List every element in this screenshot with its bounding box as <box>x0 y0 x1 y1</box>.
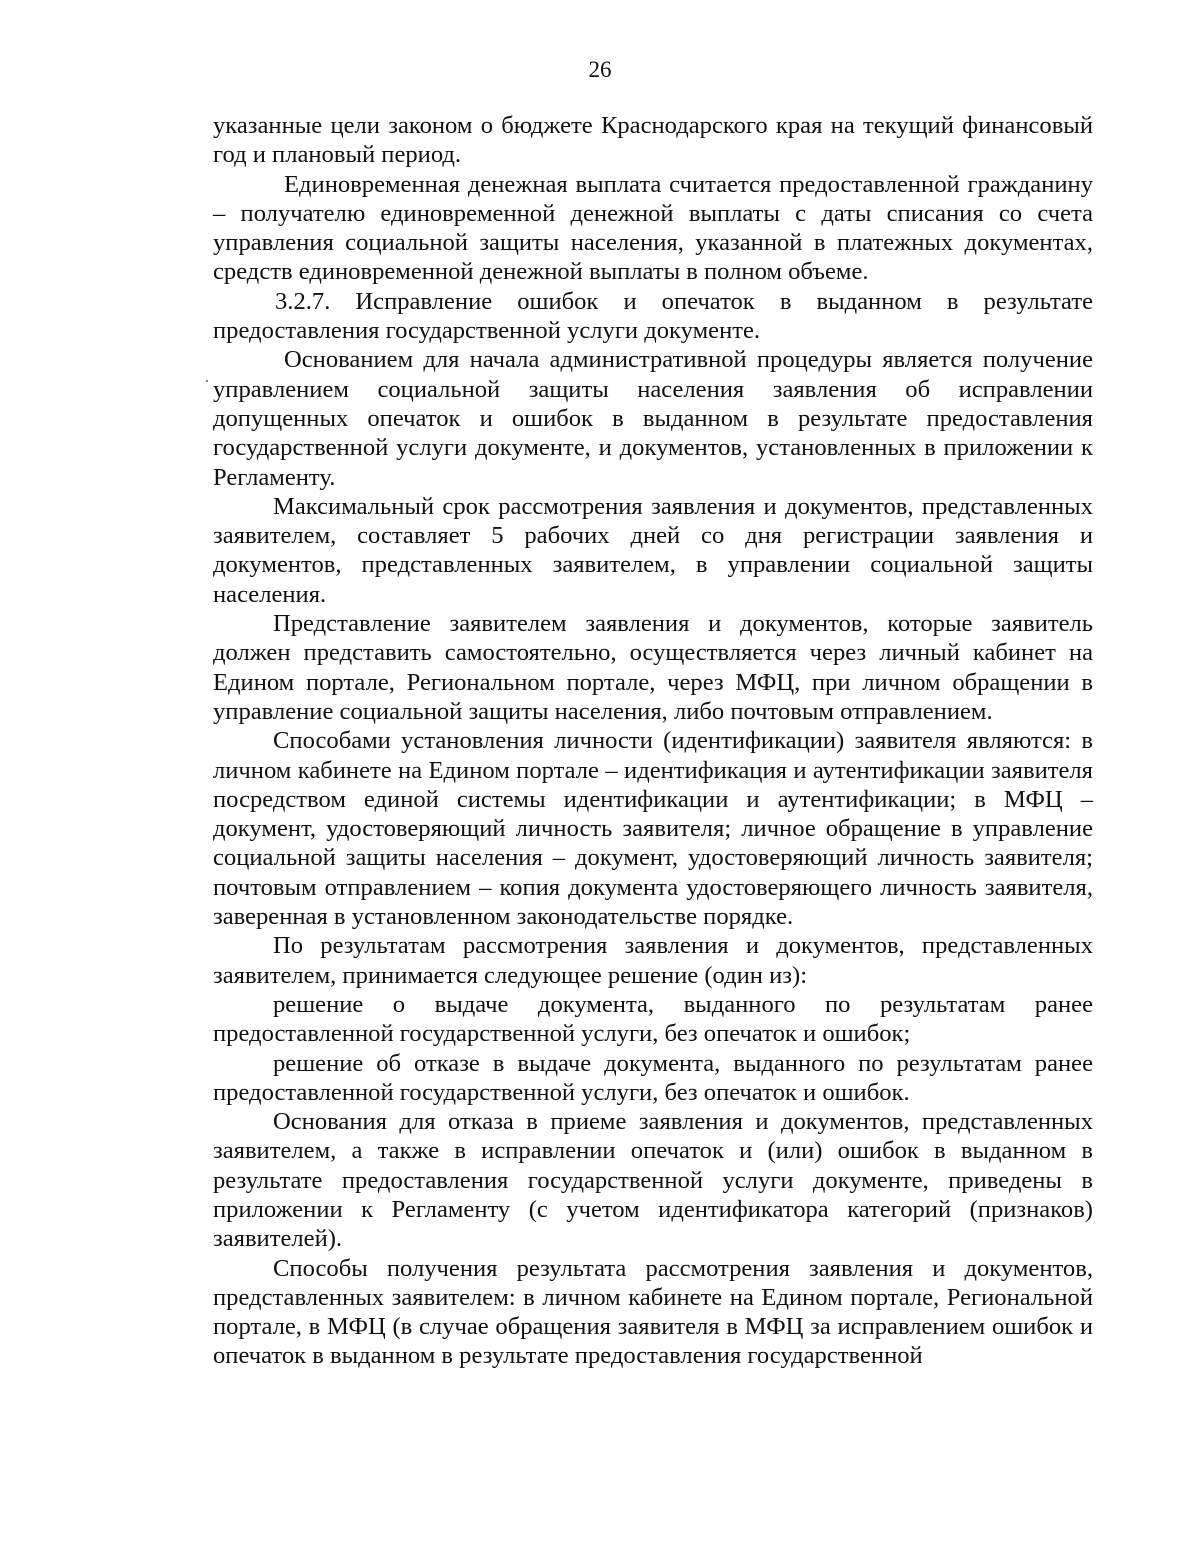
paragraph-max-term: Максимальный срок рассмотрения заявления и документов, представленных заявителем, составляет 5 рабочих дней со дня регистрации заявления и документов, представленных заявителем, в управлении социальной защиты населения. <box>213 492 1093 608</box>
paragraph-decision-issue: решение о выдаче документа, выданного по результатам ранее предоставленной государственной услуги, без опечаток и ошибок; <box>213 990 1093 1048</box>
paragraph-section-heading: 3.2.7. Исправление ошибок и опечаток в выданном в результате предоставления государственной услуги документе. <box>213 287 1093 345</box>
paragraph-decision-refusal: решение об отказе в выдаче документа, выданного по результатам ранее предоставленной государственной услуги, без опечаток и ошибок. <box>213 1049 1093 1106</box>
body-text <box>213 111 1093 1371</box>
page-number: 26 <box>588 57 612 82</box>
paragraph-submission-methods: Представление заявителем заявления и документов, которые заявитель должен представить самостоятельно, осуществляется через личный кабинет на Едином портале, Региональном портале, через МФЦ, при личном обращении в управление социальной защиты населения, либо почтовым отправлением. <box>213 610 1093 725</box>
paragraph-result-methods: Способы получения результата рассмотрения заявления и документов, представленных заявителем: в личном кабинете на Едином портале, Региональной портале, в МФЦ (в случае обращения заявителя в МФЦ за исправлением ошибок и опечаток в выданном в результате предоставления государственной <box>213 1254 1093 1370</box>
paragraph-budget-continuation: указанные цели законом о бюджете Краснодарского края на текущий финансовый год и плановый период. <box>213 112 1093 169</box>
paragraph-identification-methods: Способами установления личности (идентификации) заявителя являются: в личном кабинете на Едином портале – идентификация и аутентификации заявителя посредством единой системы идентификации и аутентификации; в МФЦ – документ, удостоверяющий личность заявителя; личное обращение в управление социальной защиты населения – документ, удостоверяющий личность заявителя; почтовым отправлением – копия документа удостоверяющего личность заявителя, заверенная в установленном законодательстве порядке. <box>213 727 1093 931</box>
paragraph-procedure-basis: Основанием для начала административной процедуры является получение управлением социальной защиты населения заявления об исправлении допущенных опечаток и ошибок в выданном в результате предоставления государственной услуги документе, и документов, установленных в приложении к Регламенту. <box>213 346 1093 491</box>
paragraph-payment-provided: Единовременная денежная выплата считается предоставленной гражданину – получателю единовременной денежной выплаты с даты списания со счета управления социальной защиты населения, указанной в платежных документах, средств единовременной денежной выплаты в полном объеме. <box>213 170 1093 286</box>
paragraph-refusal-grounds: Основания для отказа в приеме заявления и документов, представленных заявителем, а также в исправлении опечаток и (или) ошибок в выданном в результате предоставления государственной услуги документе, приведены в приложении к Регламенту (с учетом идентификатора категорий (признаков) заявителей). <box>213 1108 1093 1253</box>
paragraph-decision-intro: По результатам рассмотрения заявления и документов, представленных заявителем, принимается следующее решение (один из): <box>213 932 1093 989</box>
scan-artifact <box>206 380 208 382</box>
